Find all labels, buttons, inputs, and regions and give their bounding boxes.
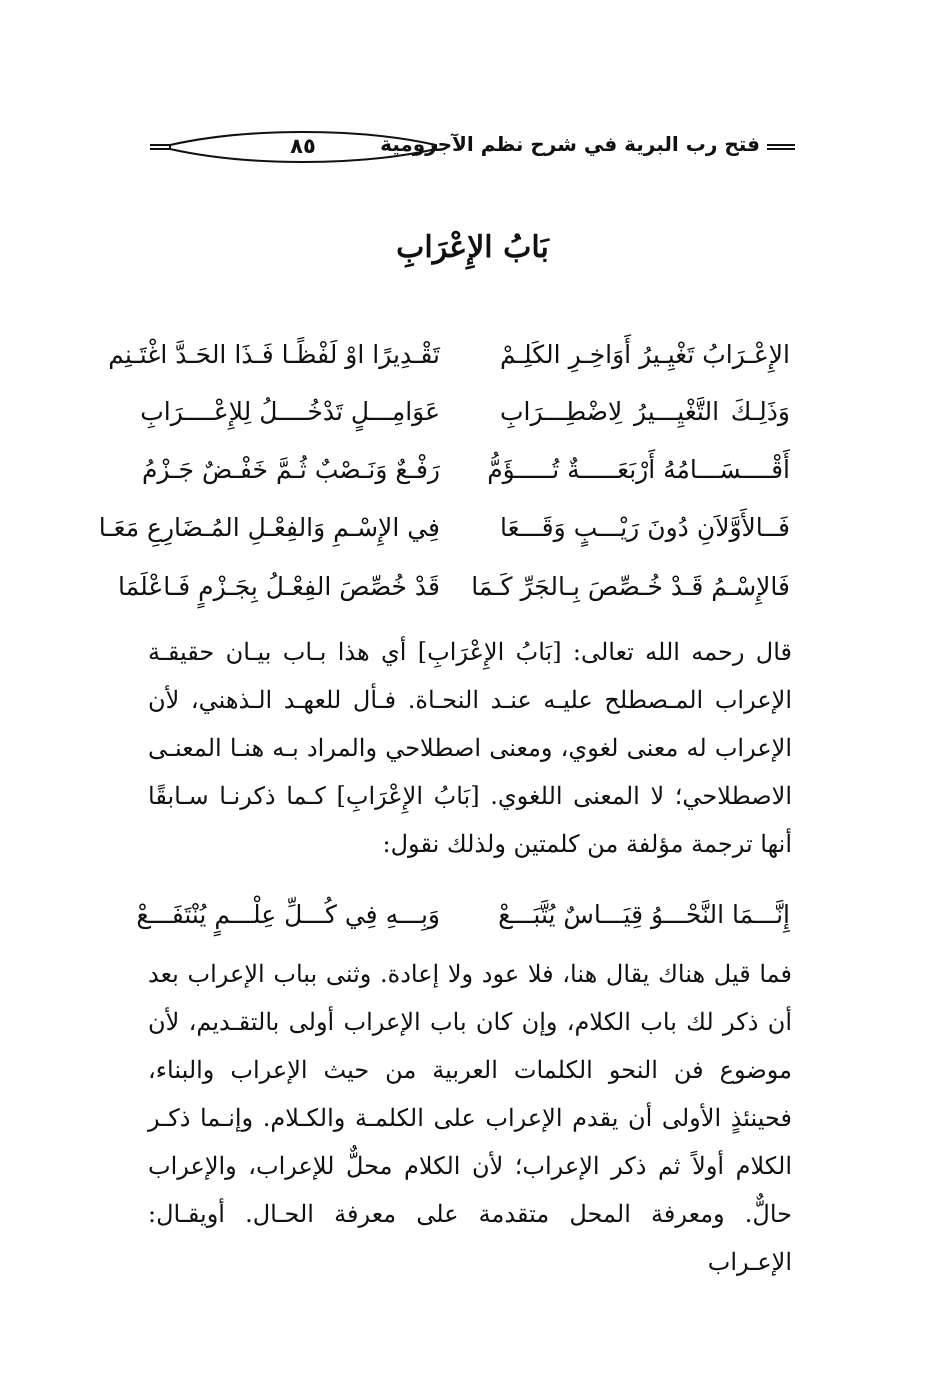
verse-first-hemistich: فَــالأَوَّلاَنِ دُونَ رَيْـــبٍ وَقَـــعَا	[500, 513, 790, 542]
verse-first-hemistich: أَقْــــسَـــامُهُ أَرْبَعَـــــةٌ تُـــــؤَمُّ	[487, 455, 790, 484]
verse-second-hemistich: قَدْ خُصِّصَ الفِعْـلُ بِجَـزْمٍ فَـاعْلَمَا	[118, 572, 440, 601]
verse-line	[98, 513, 790, 563]
verse-first-hemistich: وَذَلِـكَ التَّغْيِـــيرُ لِاضْطِـــرَابِ	[500, 397, 790, 426]
verse-line	[141, 455, 790, 505]
verse-second-hemistich: وَبِـــهِ فِي كُـــلِّ عِلْـــمٍ يُنْتَفَـــعْ	[136, 900, 440, 929]
verse-second-hemistich: عَوَامِـــلٍ تَدْخُــــلُ لِلإِعْــــرَابِ	[140, 397, 440, 426]
verse-line	[118, 572, 790, 622]
verse-first-hemistich: إِنَّـــمَا النَّحْـــوُ قِيَـــاسٌ يُتَّبَـــعْ	[498, 900, 790, 929]
verse-second-hemistich: رَفْـعٌ وَنَـصْبٌ ثُـمَّ خَفْـضٌ جَـزْمُ	[141, 455, 440, 484]
verse-first-hemistich: فَالإِسْـمُ قَـدْ خُـصِّصَ بِـالجَرِّ كَـمَا	[471, 572, 790, 601]
page-number-box	[168, 130, 438, 164]
page-number: ٨٥	[290, 134, 316, 158]
verse-second-hemistich: تَقْـدِيرًا اوْ لَفْظًـا فَـذَا الحَـدَّ اغْتَـنِم	[108, 340, 440, 369]
verse-first-hemistich: الإِعْـرَابُ تَغْيِـيرُ أَوَاخِـرِ الكَلِـمْ	[500, 340, 790, 369]
running-header	[150, 130, 795, 164]
verse-line	[136, 900, 790, 950]
body-paragraph: قال رحمه الله تعالى: [بَابُ الإِعْرَابِ] أي هذا بـاب بيـان حقيقـة الإعراب المـصطلح عليـه عنـد النحـاة. فـأل للعهـد الـذهني، لأن الإعراب له معنى لغوي، ومعنى اصطلاحي والمراد بـه هنـا المعنـى الاصطلاحي؛ لا المعنى اللغوي. [بَابُ الإِعْرَابِ] كـما ذكرنـا سـابقًا أنها ترجمة مؤلفة من كلمتين ولذلك نقول:	[148, 638, 793, 858]
chapter-title: بَابُ الإِعْرَابِ	[396, 230, 549, 265]
header-rule-right	[767, 144, 795, 150]
body-paragraph: فما قيل هناك يقال هنا، فلا عود ولا إعادة. وثنى بباب الإعراب بعد أن ذكر لك باب الكلام، وإن كان باب الإعراب أولى بالتقـديم، لأن موضوع فن النحو الكلمات العربية من حيث الإعراب والبناء، فحينئذٍ الأولى أن يقدم الإعراب على الكلمـة والكـلام. وإنـما ذكـر الكلام أولاً ثم ذكر الإعراب؛ لأن الكلام محلٌّ للإعراب، والإعراب حالٌّ. ومعرفة المحل متقدمة على معرفة الحـال. أويقـال: الإعـراب	[148, 960, 793, 1276]
verse-line	[140, 397, 790, 447]
header-rule-left	[150, 144, 170, 150]
verse-second-hemistich: فِي الإِسْـمِ وَالفِعْـلِ المُـضَارِعِ مَعَـا	[98, 513, 440, 542]
verse-line	[108, 340, 790, 390]
book-title: فتح رب البرية في شرح نظم الآجرومية	[380, 132, 760, 156]
